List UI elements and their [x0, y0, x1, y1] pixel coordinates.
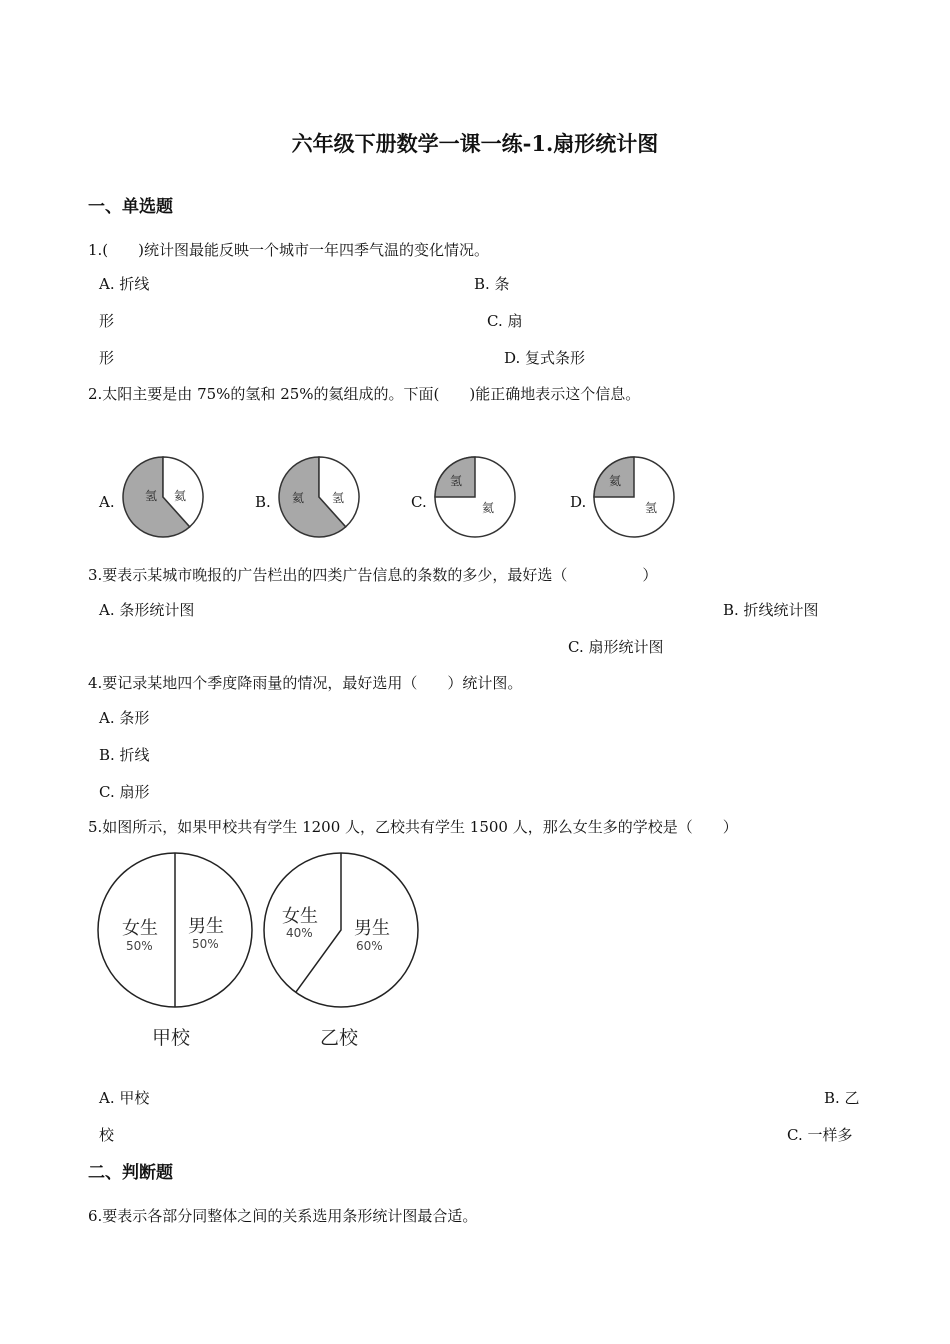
page-title: 六年级下册数学一课一练-1.扇形统计图	[291, 131, 659, 156]
section-heading-true-false: 二、判断题	[88, 1163, 173, 1183]
question-3-option-b[interactable]: B. 折线统计图	[723, 601, 819, 619]
school-a-boys-percent: 50%	[192, 937, 219, 951]
question-3-option-c[interactable]: C. 扇形统计图	[568, 638, 664, 656]
question-1-stem: 1.( )统计图最能反映一个城市一年四季气温的变化情况。	[88, 241, 490, 259]
pie-label-helium: 氦	[174, 489, 187, 503]
school-b-boys-percent: 60%	[356, 939, 383, 953]
question-5-option-b[interactable]: B. 乙	[824, 1089, 860, 1107]
section-heading-single-choice: 一、单选题	[88, 197, 173, 217]
pie-label-helium-b: 氦	[292, 491, 305, 505]
question-5-option-a[interactable]: A. 甲校	[99, 1089, 150, 1107]
question-1-option-c-wrap: 形	[99, 349, 115, 367]
question-5-pie-charts	[92, 848, 432, 1058]
school-a-girls-percent: 50%	[126, 939, 153, 953]
pie-label-hydrogen: 氢	[145, 489, 158, 503]
school-b-girls-percent: 40%	[286, 926, 313, 940]
question-2-stem: 2.太阳主要是由 75%的氢和 25%的氦组成的。下面( )能正确地表示这个信息。	[88, 385, 641, 403]
pie-label-hydrogen-c: 氢	[450, 474, 463, 488]
question-2-option-a-pie[interactable]	[118, 452, 208, 542]
question-4-stem: 4.要记录某地四个季度降雨量的情况，最好选用（ ）统计图。	[88, 674, 523, 692]
question-1-option-a[interactable]: A. 折线	[99, 275, 150, 293]
pie-label-helium-c: 氦	[482, 501, 495, 515]
question-1-option-d[interactable]: D. 复式条形	[504, 349, 586, 367]
question-2-option-d-label[interactable]: D.	[570, 493, 587, 511]
question-5-option-b-wrap: 校	[99, 1126, 115, 1144]
question-3-option-a[interactable]: A. 条形统计图	[99, 601, 195, 619]
question-1-option-c[interactable]: C. 扇	[487, 312, 523, 330]
school-b-boys-label: 男生	[354, 918, 390, 939]
question-2-option-a-label[interactable]: A.	[99, 493, 115, 511]
question-4-option-b[interactable]: B. 折线	[99, 746, 150, 764]
question-5-option-c[interactable]: C. 一样多	[787, 1126, 853, 1144]
question-2-option-d-pie[interactable]	[589, 452, 679, 542]
question-5-stem: 5.如图所示，如果甲校共有学生 1200 人，乙校共有学生 1500 人，那么女生多的学校是（ ）	[88, 818, 738, 836]
pie-label-helium-d: 氦	[609, 474, 622, 488]
question-4-option-c[interactable]: C. 扇形	[99, 783, 150, 801]
school-a-girls-label: 女生	[122, 918, 158, 939]
question-3-stem: 3.要表示某城市晚报的广告栏出的四类广告信息的条数的多少，最好选（ ）	[88, 566, 658, 584]
pie-label-hydrogen-b: 氢	[332, 491, 345, 505]
question-6-stem: 6.要表示各部分同整体之间的关系选用条形统计图最合适。	[88, 1207, 478, 1225]
question-2-option-b-pie[interactable]	[274, 452, 364, 542]
school-b-title: 乙校	[320, 1027, 359, 1049]
question-2-option-c-label[interactable]: C.	[411, 493, 427, 511]
question-2-option-c-pie[interactable]	[430, 452, 520, 542]
question-4-option-a[interactable]: A. 条形	[99, 709, 150, 727]
pie-label-hydrogen-d: 氢	[645, 501, 658, 515]
school-a-boys-label: 男生	[188, 916, 224, 937]
school-b-girls-label: 女生	[282, 906, 318, 927]
school-a-title: 甲校	[152, 1027, 191, 1049]
question-2-option-b-label[interactable]: B.	[255, 493, 271, 511]
question-1-option-b-wrap: 形	[99, 312, 115, 330]
question-1-option-b[interactable]: B. 条	[474, 275, 510, 293]
